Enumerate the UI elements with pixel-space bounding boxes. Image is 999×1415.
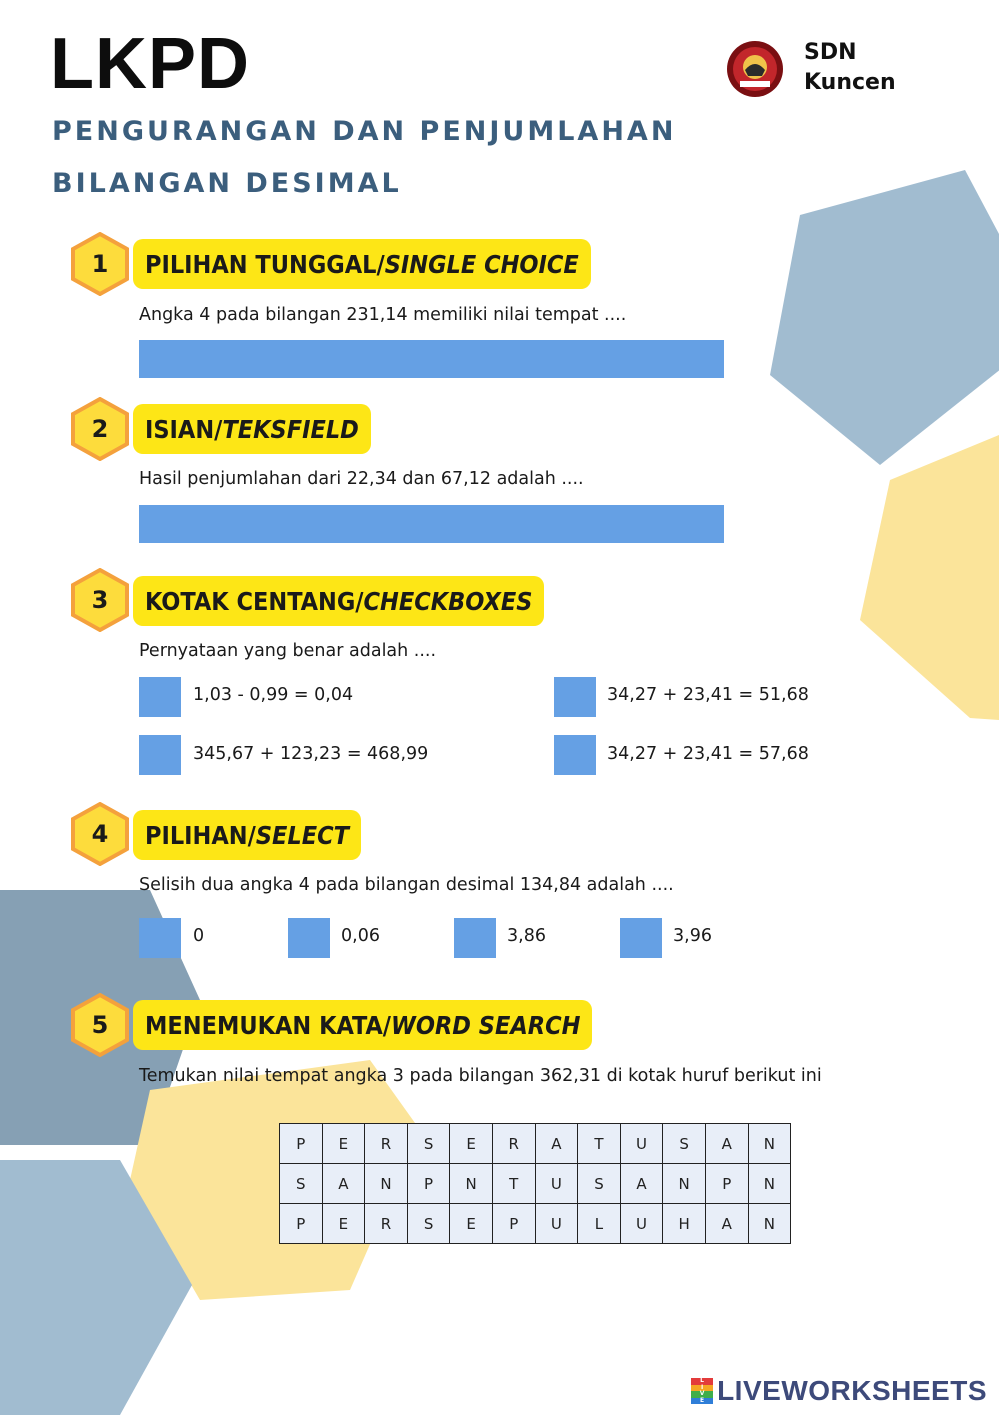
section-title-textfield (133, 404, 371, 454)
word-grid-cell[interactable]: E (322, 1204, 365, 1244)
word-grid-cell[interactable]: E (450, 1204, 493, 1244)
word-grid-cell[interactable]: T (492, 1164, 535, 1204)
word-grid-cell[interactable]: A (620, 1164, 663, 1204)
word-grid-cell[interactable]: N (748, 1164, 791, 1204)
word-grid-cell[interactable]: T (578, 1124, 621, 1164)
page-title: LKPD (50, 24, 250, 104)
word-grid-cell[interactable]: U (535, 1204, 578, 1244)
school-name-line-1: SDN (804, 40, 857, 65)
word-grid-cell[interactable]: R (365, 1204, 408, 1244)
word-grid-cell[interactable]: N (748, 1204, 791, 1244)
select-option-4-label: 3,96 (673, 926, 712, 946)
section-title-italic: CHECKBOXES (363, 586, 533, 616)
word-grid-cell[interactable]: H (663, 1204, 706, 1244)
select-option-2-label: 0,06 (341, 926, 380, 946)
word-grid-cell[interactable]: A (705, 1124, 748, 1164)
word-grid-cell[interactable]: P (407, 1164, 450, 1204)
section-title-word-search (133, 1000, 592, 1050)
badge-letter: I (691, 1385, 713, 1392)
word-grid-cell[interactable]: A (705, 1204, 748, 1244)
section-title-italic: TEKSFIELD (222, 414, 359, 444)
select-option-2[interactable] (288, 918, 330, 958)
word-grid-cell[interactable]: P (280, 1124, 323, 1164)
word-grid-row (280, 1124, 791, 1164)
word-grid-row (280, 1164, 791, 1204)
section-number: 2 (91, 415, 109, 443)
question-1-text: Angka 4 pada bilangan 231,14 memiliki nilai tempat .... (139, 305, 627, 325)
checkbox-option-2[interactable] (554, 677, 596, 717)
word-grid-cell[interactable]: S (663, 1124, 706, 1164)
section-title-plain: KOTAK CENTANG/ (145, 586, 364, 616)
section-title-italic: WORD SEARCH (391, 1010, 581, 1040)
word-grid-cell[interactable]: S (578, 1164, 621, 1204)
section-title-italic: SELECT (255, 820, 349, 850)
school-name-line-2: Kuncen (804, 70, 896, 95)
checkbox-option-3-label: 345,67 + 123,23 = 468,99 (193, 744, 429, 764)
word-grid-cell[interactable]: R (492, 1124, 535, 1164)
section-number-badge (71, 397, 129, 461)
section-title-plain: MENEMUKAN KATA/ (145, 1010, 392, 1040)
word-grid-cell[interactable]: E (450, 1124, 493, 1164)
section-number: 1 (91, 250, 109, 278)
badge-letter: E (691, 1398, 713, 1405)
footer-brand-text: LIVEWORKSHEETS (717, 1375, 987, 1406)
word-grid-cell[interactable]: P (492, 1204, 535, 1244)
word-grid-cell[interactable]: P (705, 1164, 748, 1204)
badge-letter: V (691, 1391, 713, 1398)
word-grid-cell[interactable]: S (280, 1164, 323, 1204)
section-number: 5 (91, 1011, 109, 1039)
word-search-grid (279, 1123, 791, 1244)
section-number-badge (71, 232, 129, 296)
word-grid-cell[interactable]: A (535, 1124, 578, 1164)
badge-letter: L (691, 1378, 713, 1385)
word-grid-cell[interactable]: S (407, 1124, 450, 1164)
word-grid-cell[interactable]: A (322, 1164, 365, 1204)
word-grid-cell[interactable]: L (578, 1204, 621, 1244)
section-title-plain: PILIHAN/ (145, 820, 256, 850)
section-title-plain: ISIAN/ (145, 414, 223, 444)
section-title-single-choice (133, 239, 591, 289)
section-number-badge (71, 802, 129, 866)
word-grid-cell[interactable]: U (620, 1124, 663, 1164)
word-grid-cell[interactable]: R (365, 1124, 408, 1164)
word-grid-cell[interactable]: E (322, 1124, 365, 1164)
question-2-text: Hasil penjumlahan dari 22,34 dan 67,12 adalah .... (139, 469, 584, 489)
subtitle-line-2: BILANGAN DESIMAL (52, 168, 402, 199)
hexagon-blue-right (770, 170, 999, 465)
section-title-checkboxes (133, 576, 544, 626)
word-grid-cell[interactable]: N (450, 1164, 493, 1204)
hexagon-yellow-right (860, 435, 999, 720)
section-title-select (133, 810, 361, 860)
select-option-3[interactable] (454, 918, 496, 958)
section-number: 3 (91, 586, 109, 614)
word-grid-cell[interactable]: N (365, 1164, 408, 1204)
select-option-4[interactable] (620, 918, 662, 958)
subtitle-line-1: PENGURANGAN DAN PENJUMLAHAN (52, 116, 677, 147)
checkbox-option-1[interactable] (139, 677, 181, 717)
single-choice-answer-field[interactable] (139, 340, 724, 378)
question-4-text: Selisih dua angka 4 pada bilangan desimal 134,84 adalah .... (139, 875, 674, 895)
word-grid-cell[interactable]: N (748, 1124, 791, 1164)
select-option-1-label: 0 (193, 926, 205, 946)
question-3-text: Pernyataan yang benar adalah .... (139, 641, 437, 661)
word-grid-row (280, 1204, 791, 1244)
section-number: 4 (91, 820, 109, 848)
question-5-text: Temukan nilai tempat angka 3 pada bilangan 362,31 di kotak huruf berikut ini (139, 1066, 822, 1086)
select-option-3-label: 3,86 (507, 926, 546, 946)
select-option-1[interactable] (139, 918, 181, 958)
checkbox-option-4-label: 34,27 + 23,41 = 57,68 (607, 744, 809, 764)
word-grid-cell[interactable]: P (280, 1204, 323, 1244)
checkbox-option-2-label: 34,27 + 23,41 = 51,68 (607, 685, 809, 705)
word-grid-cell[interactable]: N (663, 1164, 706, 1204)
section-title-italic: SINGLE CHOICE (384, 249, 579, 279)
word-grid-cell[interactable]: S (407, 1204, 450, 1244)
school-logo-icon (726, 40, 784, 98)
liveworksheets-brand (691, 1375, 987, 1407)
checkbox-option-3[interactable] (139, 735, 181, 775)
checkbox-option-1-label: 1,03 - 0,99 = 0,04 (193, 685, 354, 705)
school-name (804, 38, 896, 98)
section-number-badge (71, 993, 129, 1057)
text-answer-field[interactable] (139, 505, 724, 543)
section-number-badge (71, 568, 129, 632)
word-grid-cell[interactable]: U (535, 1164, 578, 1204)
word-grid-cell[interactable]: U (620, 1204, 663, 1244)
section-title-plain: PILIHAN TUNGGAL/ (145, 249, 385, 279)
checkbox-option-4[interactable] (554, 735, 596, 775)
liveworksheets-logo-icon (691, 1378, 713, 1404)
